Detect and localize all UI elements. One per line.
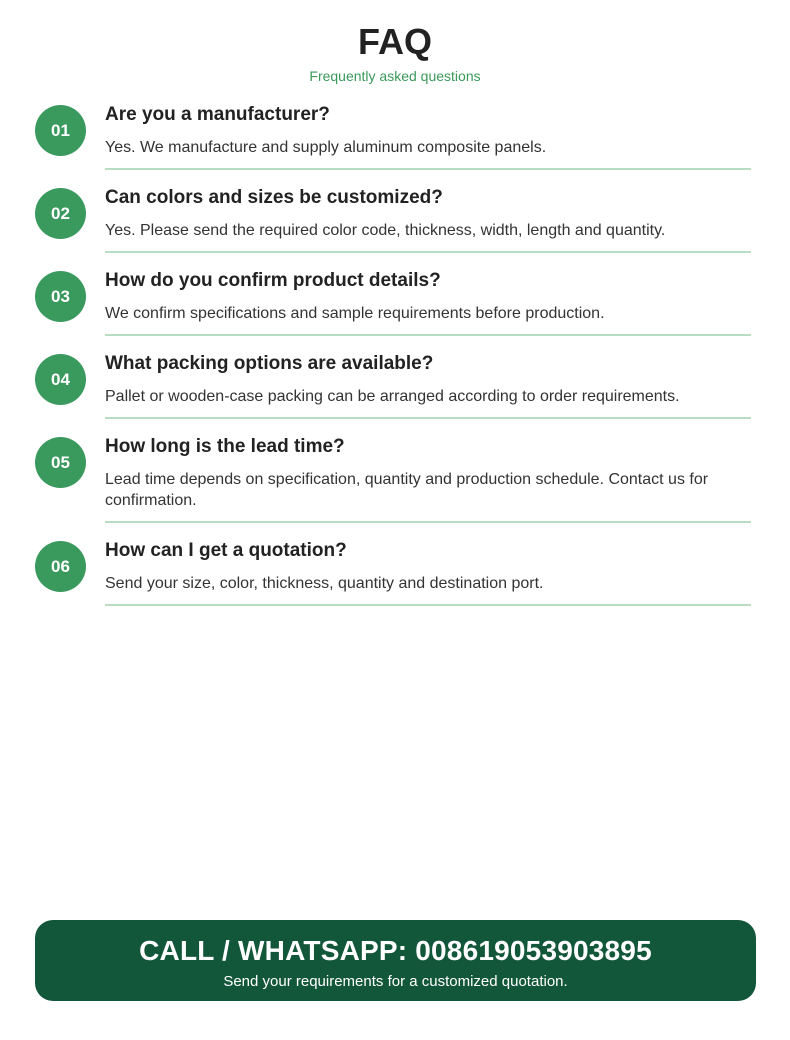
faq-item	[35, 104, 751, 170]
page-title: FAQ	[357, 21, 432, 62]
faq-item	[35, 540, 751, 606]
faq-question: Can colors and sizes be customized?	[105, 187, 443, 208]
faq-number-badge: 04	[35, 354, 86, 405]
faq-content	[105, 540, 751, 606]
faq-content	[105, 353, 751, 419]
faq-number-badge: 01	[35, 105, 86, 156]
faq-list	[35, 104, 751, 606]
faq-number-badge: 02	[35, 188, 86, 239]
faq-question: How do you confirm product details?	[105, 270, 441, 291]
faq-content	[105, 270, 751, 336]
faq-item	[35, 187, 751, 253]
faq-answer: We confirm specifications and sample requirements before production.	[105, 305, 605, 322]
faq-number-badge: 06	[35, 541, 86, 592]
faq-content	[105, 104, 751, 170]
faq-answer: Pallet or wooden-case packing can be arranged according to order requirements.	[105, 388, 680, 405]
faq-question: How can I get a quotation?	[105, 540, 347, 561]
contact-phone[interactable]: CALL / WHATSAPP: 008619053903895	[139, 935, 652, 966]
faq-answer: Yes. We manufacture and supply aluminum composite panels.	[105, 139, 547, 156]
faq-number-badge: 05	[35, 437, 86, 488]
faq-answer: Lead time depends on specification, quantity and production schedule. Contact us for confirmation.	[105, 471, 709, 509]
faq-item	[35, 353, 751, 419]
faq-answer: Yes. Please send the required color code, thickness, width, length and quantity.	[105, 222, 666, 239]
faq-question: Are you a manufacturer?	[105, 104, 330, 125]
contact-banner	[35, 920, 756, 1001]
faq-answer: Send your size, color, thickness, quantity and destination port.	[105, 575, 544, 592]
faq-content	[105, 187, 751, 253]
faq-number-badge: 03	[35, 271, 86, 322]
faq-content	[105, 436, 751, 523]
page-header	[0, 22, 790, 84]
page-subtitle: Frequently asked questions	[309, 68, 481, 84]
contact-subtitle: Send your requirements for a customized quotation.	[223, 973, 568, 990]
faq-question: How long is the lead time?	[105, 436, 345, 457]
faq-question: What packing options are available?	[105, 353, 434, 374]
faq-item	[35, 436, 751, 523]
faq-item	[35, 270, 751, 336]
